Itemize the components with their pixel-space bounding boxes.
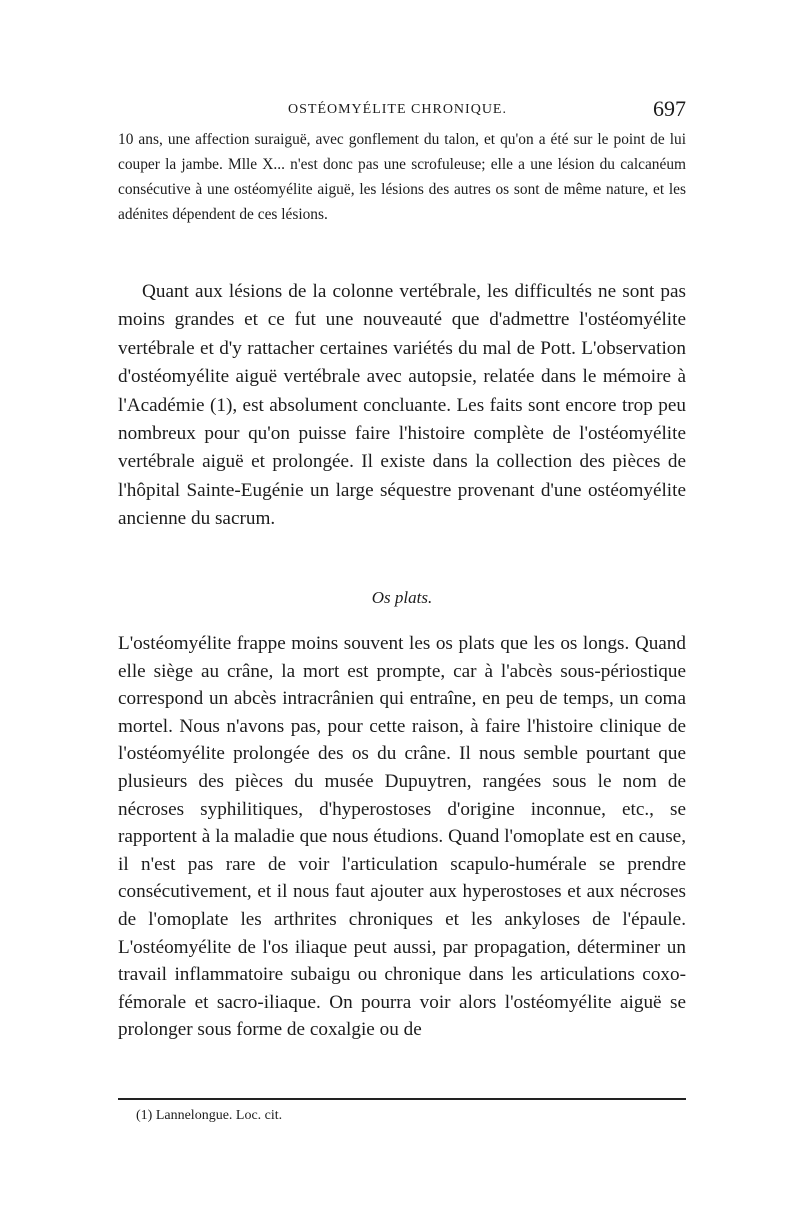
running-title: OSTÉOMYÉLITE CHRONIQUE. <box>288 102 507 117</box>
continuation-paragraph: 10 ans, une affection suraiguë, avec gonflement du talon, et qu'on a été sur le point de lui couper la jambe. Mlle X... n'est donc pas une scrofuleuse; elle a une lésion du calcanéum consécutive à une ostéomyélite aiguë, les lésions des autres os sont de même nature, et les adénites dépendent de ces lésions. <box>118 131 686 223</box>
page-header <box>118 96 686 126</box>
footnote-rule <box>118 1098 686 1100</box>
flat-bones-paragraph: L'ostéomyélite frappe moins souvent les os plats que les os longs. Quand elle siège au crâne, la mort est prompte, car à l'abcès sous-périostique correspond un abcès intracrânien qui entraîne, en peu de temps, un coma mortel. Nous n'avons pas, pour cette raison, à faire l'histoire clinique de l'ostéomyélite prolongée des os du crâne. Il nous semble pourtant que plusieurs des pièces du musée Dupuytren, rangées sous le nom de nécroses syphilitiques, d'hyperostoses d'origine inconnue, etc., se rapportent à la maladie que nous étudions. Quand l'omoplate est en cause, il n'est pas rare de voir l'articulation scapulo-humérale se prendre consécutivement, et il nous faut ajouter aux hyperostoses et aux nécroses de l'omoplate les arthrites chroniques et les ankyloses de l'épaule. L'ostéomyélite de l'os iliaque peut aussi, par propagation, déterminer un travail inflammatoire subaigu ou chronique dans les articulations coxo-fémorale et sacro-iliaque. On pourra voir alors l'ostéomyélite aiguë se prolonger sous forme de coxalgie ou de <box>118 633 686 1041</box>
footnote: (1) Lannelongue. Loc. cit. <box>136 1108 283 1123</box>
section-heading: Os plats. <box>371 588 433 607</box>
vertebral-paragraph: Quant aux lésions de la colonne vertébrale, les difficultés ne sont pas moins grandes et ce fut une nouveauté que d'admettre l'ostéomyélite vertébrale et d'y rattacher certaines variétés du mal de Pott. L'observation d'ostéomyélite aiguë vertébrale avec autopsie, relatée dans le mémoire à l'Académie (1), est absolument concluante. Les faits sont encore trop peu nombreux pour qu'on puisse faire l'histoire complète de l'ostéomyélite vertébrale aiguë et prolongée. Il existe dans la collection des pièces de l'hôpital Sainte-Eugénie un large séquestre provenant d'une ostéomyélite ancienne du sacrum. <box>118 281 686 530</box>
page-number: 697 <box>653 96 686 121</box>
